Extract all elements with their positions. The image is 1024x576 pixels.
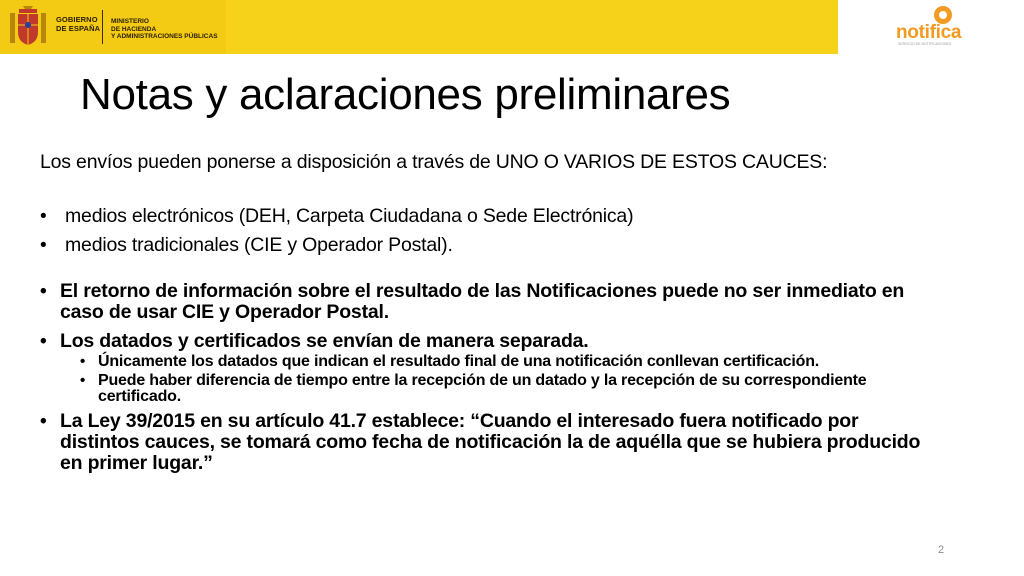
bullet-icon: •: [40, 235, 47, 256]
bullet-icon: •: [40, 206, 47, 227]
list-item: • medios tradicionales (CIE y Operador Postal).: [40, 234, 453, 256]
bullet-icon: •: [80, 372, 86, 389]
bullet-icon: •: [80, 353, 86, 370]
sub-list-item: • Únicamente los datados que indican el resultado final de una notificación conllevan certificación.: [80, 353, 820, 370]
intro-text: Los envíos pueden ponerse a disposición a través de UNO O VARIOS DE ESTOS CAUCES:: [40, 151, 828, 173]
coat-of-arms-icon: [9, 5, 47, 49]
header-divider: [102, 10, 103, 44]
channel-list: [40, 206, 940, 256]
page-number: 2: [938, 544, 945, 556]
sub-list-item: • Puede haber diferencia de tiempo entre la recepción de un datado y la recepción de su correspondiente certificado.: [80, 372, 867, 405]
government-logo-block: [0, 0, 226, 54]
list-item: • El retorno de información sobre el resultado de las Notificaciones puede no ser inmediato en caso de usar CIE y Operador Postal.: [40, 280, 905, 323]
sub-list: [80, 354, 940, 405]
list-item: • medios electrónicos (DEH, Carpeta Ciudadana o Sede Electrónica): [40, 205, 634, 227]
list-item: • Los datados y certificados se envían de manera separada. • Únicamente los datados que indican el resultado final de una notificación conllevan certificación. • Puede haber diferencia de tiempo entre la recepción de un datado y la recepción de su correspondiente certificado.: [40, 331, 940, 405]
bullet-icon: •: [40, 281, 47, 302]
notes-list: [40, 281, 940, 474]
government-label: GOBIERNO DE ESPAÑA: [56, 15, 101, 33]
notifica-wordmark: notifica: [896, 22, 962, 43]
slide-body: [40, 152, 940, 482]
bullet-icon: •: [40, 331, 47, 352]
bullet-icon: •: [40, 411, 47, 432]
ministry-label: MINISTERIO DE HACIENDA Y ADMINISTRACIONES PÚBLICAS: [111, 18, 218, 40]
notifica-tagline: SERVICIO DE NOTIFICACIONES: [898, 42, 952, 46]
list-item: • La Ley 39/2015 en su artículo 41.7 establece: “Cuando el interesado fuera notificado por distintos cauces, se tomará como fecha de notificación la de aquélla que se hubiera producido en primer lugar.”: [40, 410, 921, 474]
slide-title: Notas y aclaraciones preliminares: [80, 70, 731, 119]
